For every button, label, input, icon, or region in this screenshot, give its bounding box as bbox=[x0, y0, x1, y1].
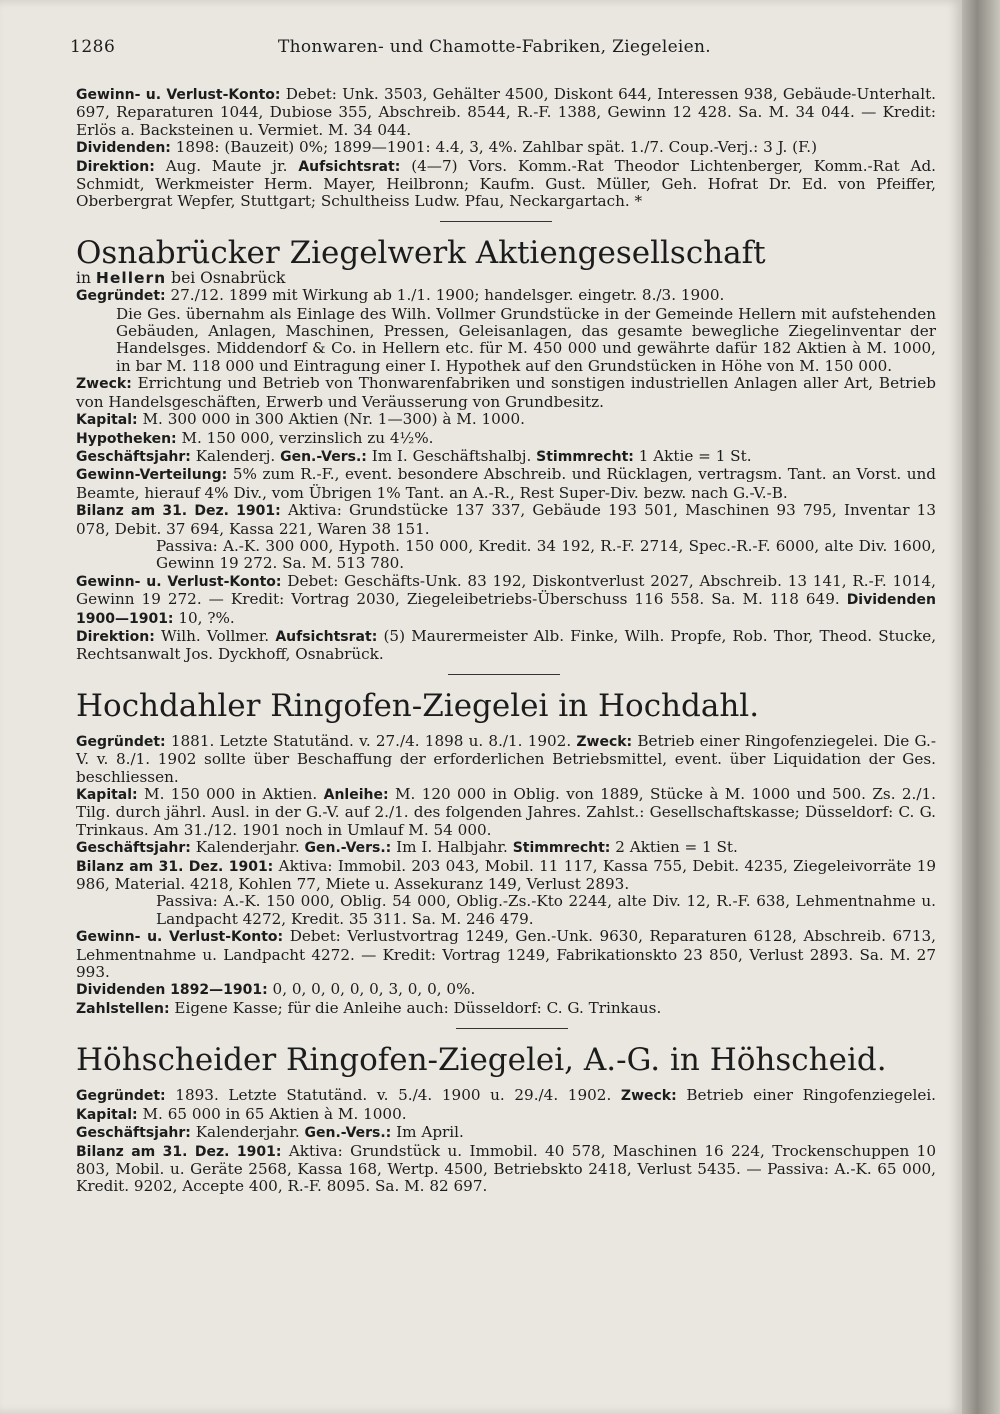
entry-line: Hypotheken: M. 150 000, verzinslich zu 4½%. bbox=[76, 428, 434, 447]
page-content bbox=[76, 86, 936, 1196]
entry-line: Gegründet: 27./12. 1899 mit Wirkung ab 1./1. 1900; handelsger. eingetr. 8./3. 1900. bbox=[76, 286, 725, 305]
entry-line: Bilanz am 31. Dez. 1901: Aktiva: Grundstücke 137 337, Gebäude 193 501, Maschinen 93 795, Inventar 13 078, Debit. 37 694, Kassa 221, Waren 38 151. bbox=[76, 501, 937, 538]
entry-line: Passiva: A.-K. 150 000, Oblig. 54 000, Oblig.-Zs.-Kto 2244, alte Div. 12, R.-F. 638, Lehmentnahme u. Landpacht 4272, Kredit. 35 311. Sa. M. 246 479. bbox=[156, 892, 936, 928]
entry-line: Bilanz am 31. Dez. 1901: Aktiva: Immobil. 203 043, Mobil. 11 117, Kassa 755, Debit. 4235, Ziegeleivorräte 19 986, Material. 4218, Kohlen 77, Miete u. Assekuranz 149, Verlust 2893. bbox=[76, 856, 937, 894]
company-title: Osnabrücker Ziegelwerk Aktiengesellschaft bbox=[76, 234, 766, 271]
running-title: Thonwaren- und Chamotte-Fabriken, Ziegeleien. bbox=[278, 37, 711, 57]
entry-line: Bilanz am 31. Dez. 1901: Aktiva: Grundstück u. Immobil. 40 578, Maschinen 16 224, Trockenschuppen 10 803, Mobil. u. Geräte 2568, Kassa 168, Wertp. 4500, Betriebskto 2418, Verlust 5435. — Passiva: A.-K. 65 000, Kredit. 9202, Accepte 400, R.-F. 8095. Sa. M. 82 697. bbox=[76, 1141, 937, 1196]
entry-line: Gewinn-Verteilung: 5% zum R.-F., event. besondere Abschreib. und Rücklagen, vertragsm. Tant. an Vorst. und Beamte, hierauf 4% Div., vom Übrigen 1% Tant. an A.-R., Rest Super-Div. bezw. nach G.-V.-B. bbox=[76, 465, 937, 502]
separator-rule bbox=[440, 221, 552, 222]
entry-line: Zahlstellen: Eigene Kasse; für die Anleihe auch: Düsseldorf: C. G. Trinkaus. bbox=[76, 998, 662, 1017]
book-spine-edge bbox=[962, 0, 1000, 1414]
page-header bbox=[70, 37, 950, 61]
entry-line: Gegründet: 1881. Letzte Statutänd. v. 27./4. 1898 u. 8./1. 1902. Zweck: Betrieb einer Ringofenziegelei. Die G.-V. v. 8./1. 1902 sollte über Beschaffung der erforderlichen Betriebsmittel, event. über Liquidation der Ges. beschliessen. bbox=[76, 731, 937, 786]
company-location: in Hellern bei Osnabrück bbox=[76, 268, 286, 287]
entry-line: Zweck: Errichtung und Betrieb von Thonwarenfabriken und sonstigen industriellen Anlagen aller Art, Betrieb von Handelsgeschäften, Erwerb und Veräusserung von Grundbesitz. bbox=[76, 374, 936, 411]
entry-line: Die Ges. übernahm als Einlage des Wilh. Vollmer Grundstücke in der Gemeinde Hellern mit aufstehenden Gebäuden, Anlagen, Maschinen, Pressen, Geleisanlagen, das gesamte bewegliche Ziegelinventar der Handelsges. Middendorf & Co. in Hellern etc. für M. 450 000 und gewährte dafür 182 Aktien à M. 1000, in bar M. 118 000 und Eintragung einer I. Hypothek auf den Grundstücken in Höhe von M. 150 000. bbox=[116, 304, 936, 375]
entry-line: Kapital: M. 300 000 in 300 Aktien (Nr. 1—300) à M. 1000. bbox=[76, 410, 525, 429]
entry-line: Geschäftsjahr: Kalenderjahr. Gen.-Vers.: Im I. Halbjahr. Stimmrecht: 2 Aktien = 1 St. bbox=[76, 838, 738, 857]
entry-line: Gewinn- u. Verlust-Konto: Debet: Geschäfts-Unk. 83 192, Diskontverlust 2027, Abschreib. 13 141, R.-F. 1014, Gewinn 19 272. — Kredit: Vortrag 2030, Ziegeleibetriebs-Überschuss 116 558. Sa. M. 118 649. Dividenden 1900—1901: 10, ?%. bbox=[76, 571, 936, 627]
entry-line: Gegründet: 1893. Letzte Statutänd. v. 5./4. 1900 u. 29./4. 1902. Zweck: Betrieb einer Ringofenziegelei. Kapital: M. 65 000 in 65 Aktien à M. 1000. bbox=[76, 1086, 937, 1123]
entry-line: Passiva: A.-K. 300 000, Hypoth. 150 000, Kredit. 34 192, R.-F. 2714, Spec.-R.-F. 6000, alte Div. 1600, Gewinn 19 272. Sa. M. 513 780. bbox=[156, 536, 936, 573]
entry-line: Kapital: M. 150 000 in Aktien. Anleihe: M. 120 000 in Oblig. von 1889, Stücke à M. 1000 und 500. Zs. 2./1. Tilg. durch jährl. Ausl. in der G.-V. auf 2./1. des folgenden Jahres. Zahlst.: Gesellschaftskasse; Düsseldorf: C. G. Trinkaus. Am 31./12. 1901 noch in Umlauf M. 54 000. bbox=[76, 785, 936, 839]
company-title: Höhscheider Ringofen-Ziegelei, A.-G. in Höhscheid. bbox=[76, 1042, 887, 1079]
entry-line: Geschäftsjahr: Kalenderjahr. Gen.-Vers.: Im April. bbox=[76, 1123, 464, 1142]
entry-continuation bbox=[76, 86, 936, 222]
entry-hochdahler-ringofen-ziegelei bbox=[76, 689, 936, 1030]
entry-osnabruecker-ziegelwerk bbox=[76, 236, 936, 675]
page-number: 1286 bbox=[70, 37, 116, 57]
entry-hoehscheider-ringofen-ziegelei bbox=[76, 1043, 936, 1195]
separator-rule bbox=[456, 1028, 568, 1029]
entry-line: Direktion: Aug. Maute jr. Aufsichtsrat: (4—7) Vors. Komm.-Rat Theodor Lichtenberger, Komm.-Rat Ad. Schmidt, Werkmeister Herm. Mayer, Heilbronn; Kaufm. Gust. Müller, Geh. Hofrat Dr. Ed. von Pfeiffer, Oberbergrat Wepfer, Stuttgart; Schultheiss Ludw. Pfau, Neckargartach. * bbox=[76, 156, 937, 211]
company-title: Hochdahler Ringofen-Ziegelei in Hochdahl. bbox=[76, 687, 760, 724]
separator-rule bbox=[448, 674, 560, 675]
entry-line: Gewinn- u. Verlust-Konto: Debet: Unk. 3503, Gehälter 4500, Diskont 644, Interessen 938, Gebäude-Unterhalt. 697, Reparaturen 1044, Dubiose 355, Abschreib. 8544, R.-F. 1388, Gewinn 12 428. Sa. M. 34 044. — Kredit: Erlös a. Backsteinen u. Vermiet. M. 34 044. bbox=[76, 85, 936, 139]
entry-line: Gewinn- u. Verlust-Konto: Debet: Verlustvortrag 1249, Gen.-Unk. 9630, Reparaturen 6128, Abschreib. 6713, Lehmentnahme u. Landpacht 4272. — Kredit: Vortrag 1249, Fabrikationskto 23 850, Verlust 2893. Sa. M. 27 993. bbox=[76, 927, 936, 982]
entry-line: Dividenden 1892—1901: 0, 0, 0, 0, 0, 0, 3, 0, 0, 0%. bbox=[76, 980, 476, 999]
entry-line: Geschäftsjahr: Kalenderj. Gen.-Vers.: Im I. Geschäftshalbj. Stimmrecht: 1 Aktie = 1 St. bbox=[76, 446, 752, 465]
entry-line: Direktion: Wilh. Vollmer. Aufsichtsrat: (5) Maurermeister Alb. Finke, Wilh. Propfe, Rob. Thor, Theod. Stucke, Rechtsanwalt Jos. Dyckhoff, Osnabrück. bbox=[76, 626, 937, 664]
entry-line: Dividenden: 1898: (Bauzeit) 0%; 1899—1901: 4.4, 3, 4%. Zahlbar spät. 1./7. Coup.-Verj.: 3 J. (F.) bbox=[76, 138, 818, 157]
